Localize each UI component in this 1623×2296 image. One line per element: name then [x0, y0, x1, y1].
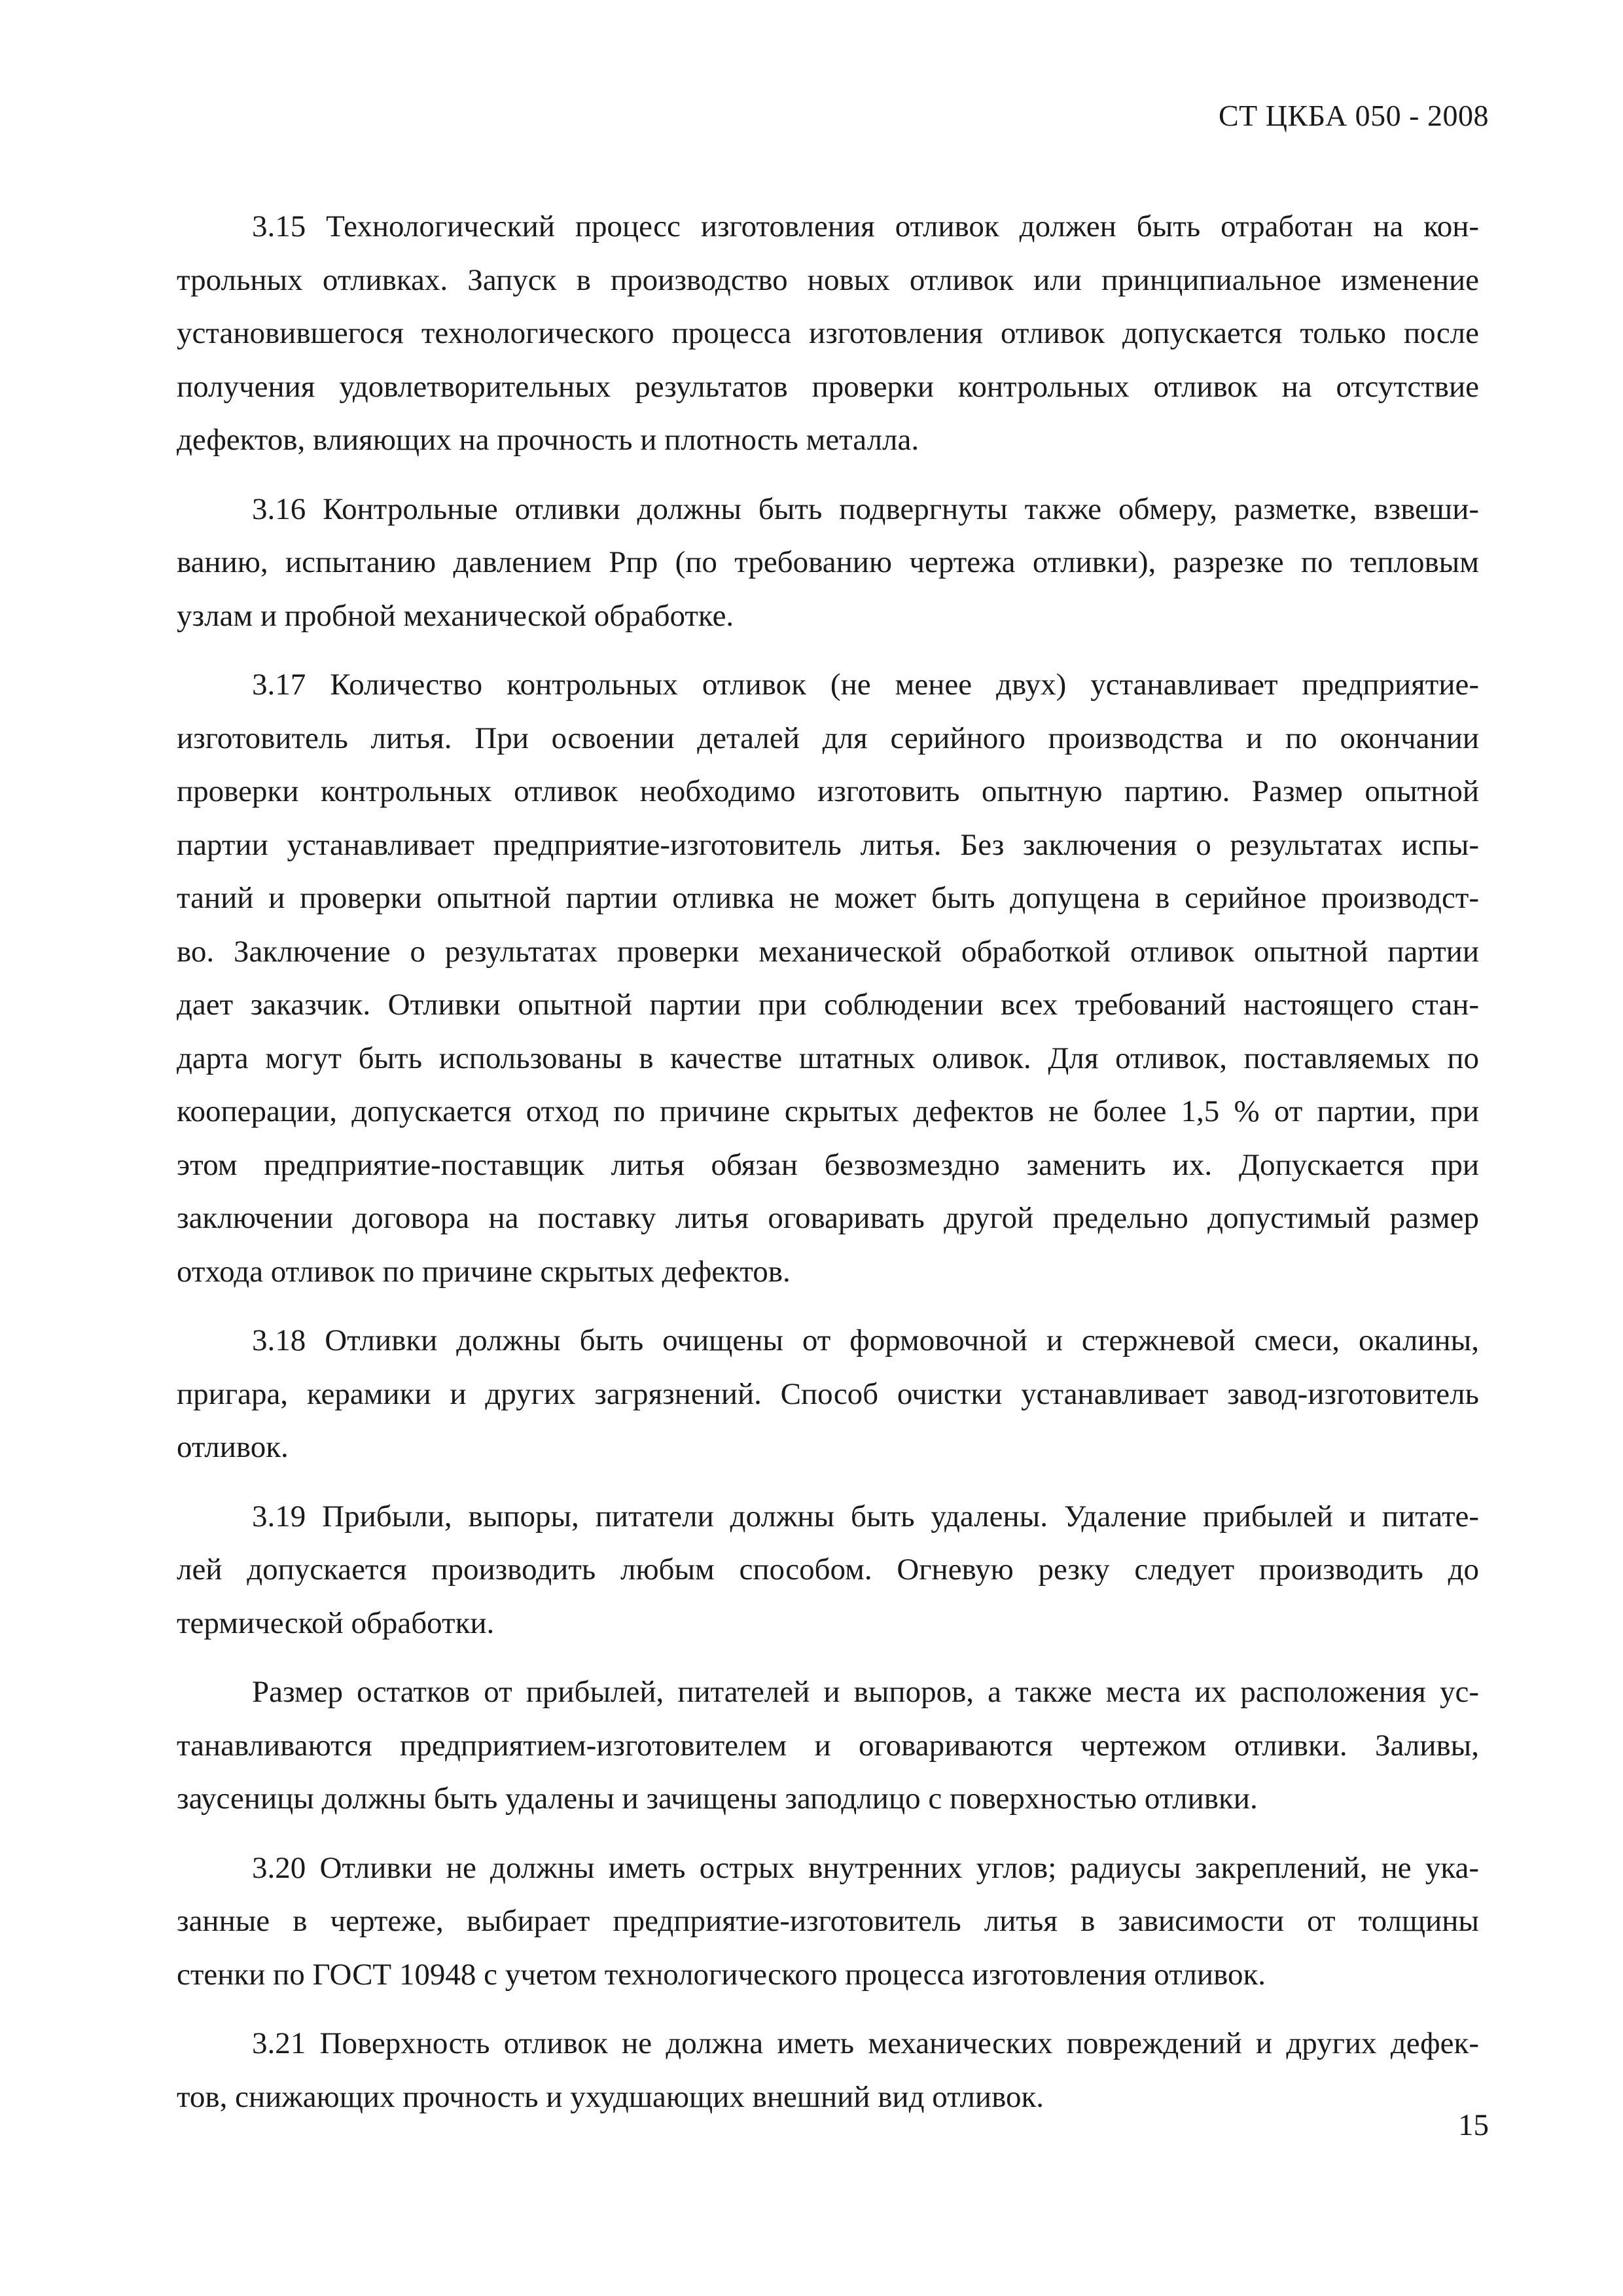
text-line: изготовитель литья. При освоении деталей для серийного производства и по окончании: [177, 721, 1479, 755]
text-line: 3.17 Количество контрольных отливок (не менее двух) устанавливает предприятие-: [252, 668, 1479, 702]
text-line: узлам и пробной механической обработке.: [177, 598, 734, 633]
text-line: таний и проверки опытной партии отливка не может быть допущена в серийное производст-: [177, 881, 1479, 915]
text-line: 3.16 Контрольные отливки должны быть подвергнуты также обмеру, разметке, взвеши-: [252, 492, 1479, 526]
paragraph-3-17: [177, 658, 1479, 1299]
text-line: этом предприятие-поставщик литья обязан безвозмездно заменить их. Допускается при: [177, 1147, 1479, 1182]
text-line: лей допускается производить любым способом. Огневую резку следует производить до: [177, 1552, 1479, 1587]
paragraph-3-19: [177, 1490, 1479, 1651]
paragraph-3-19-b: [177, 1666, 1479, 1826]
text-line: тов, снижающих прочность и ухудшающих внешний вид отливок.: [177, 2079, 1044, 2114]
text-line: заключении договора на поставку литья оговаривать другой предельно допустимый размер: [177, 1201, 1479, 1235]
text-line: заусеницы должны быть удалены и зачищены заподлицо с поверхностью отливки.: [177, 1782, 1258, 1816]
text-line: установившегося технологического процесса изготовления отливок допускается только после: [177, 316, 1479, 350]
text-line: 3.18 Отливки должны быть очищены от формовочной и стержневой смеси, окалины,: [252, 1323, 1479, 1357]
text-line: отливок.: [177, 1430, 289, 1464]
text-line: получения удовлетворительных результатов проверки контрольных отливок на отсутствие: [177, 369, 1479, 404]
document-body: [177, 200, 1479, 2140]
text-line: 3.21 Поверхность отливок не должна иметь механических повреждений и других дефек-: [252, 2026, 1479, 2060]
text-line: 3.15 Технологический процесс изготовления отливок должен быть отработан на кон-: [252, 209, 1479, 243]
text-line: проверки контрольных отливок необходимо изготовить опытную партию. Размер опытной: [177, 774, 1479, 808]
paragraph-3-15: [177, 200, 1479, 467]
paragraph-3-16: [177, 483, 1479, 643]
text-line: термической обработки.: [177, 1605, 495, 1640]
text-line: дает заказчик. Отливки опытной партии при соблюдении всех требований настоящего стан-: [177, 988, 1479, 1022]
text-line: занные в чертеже, выбирает предприятие-изготовитель литья в зависимости от толщины: [177, 1904, 1479, 1938]
text-line: дарта могут быть использованы в качестве штатных оливок. Для отливок, поставляемых по: [177, 1041, 1479, 1075]
text-line: трольных отливках. Запуск в производство новых отливок или принципиальное изменение: [177, 262, 1479, 297]
text-line: 3.19 Прибыли, выпоры, питатели должны быть удалены. Удаление прибылей и питате-: [252, 1499, 1479, 1534]
text-line: танавливаются предприятием-изготовителем и оговариваются чертежом отливки. Заливы,: [177, 1728, 1479, 1763]
text-line: партии устанавливает предприятие-изготовитель литья. Без заключения о результатах испы-: [177, 827, 1479, 862]
text-line: во. Заключение о результатах проверки механической обработкой отливок опытной партии: [177, 934, 1479, 969]
text-line: Размер остатков от прибылей, питателей и выпоров, а также места их расположения ус-: [252, 1675, 1479, 1709]
text-line: 3.20 Отливки не должны иметь острых внутренних углов; радиусы закреплений, не ука-: [252, 1850, 1479, 1885]
text-line: пригара, керамики и других загрязнений. Способ очистки устанавливает завод-изготовитель: [177, 1376, 1479, 1411]
text-line: отхода отливок по причине скрытых дефектов.: [177, 1254, 791, 1289]
text-line: кооперации, допускается отход по причине скрытых дефектов не более 1,5 % от партии, при: [177, 1094, 1479, 1128]
paragraph-3-18: [177, 1314, 1479, 1475]
paragraph-3-20: [177, 1842, 1479, 2002]
text-line: ванию, испытанию давлением Рпр (по требованию чертежа отливки), разрезке по тепловым: [177, 545, 1479, 579]
text-line: дефектов, влияющих на прочность и плотность металла.: [177, 423, 919, 457]
paragraph-3-21: [177, 2017, 1479, 2124]
page-number: 15: [1458, 2108, 1489, 2142]
text-line: стенки по ГОСТ 10948 с учетом технологического процесса изготовления отливок.: [177, 1957, 1266, 1992]
document-code-header: СТ ЦКБА 050 - 2008: [1218, 99, 1489, 132]
